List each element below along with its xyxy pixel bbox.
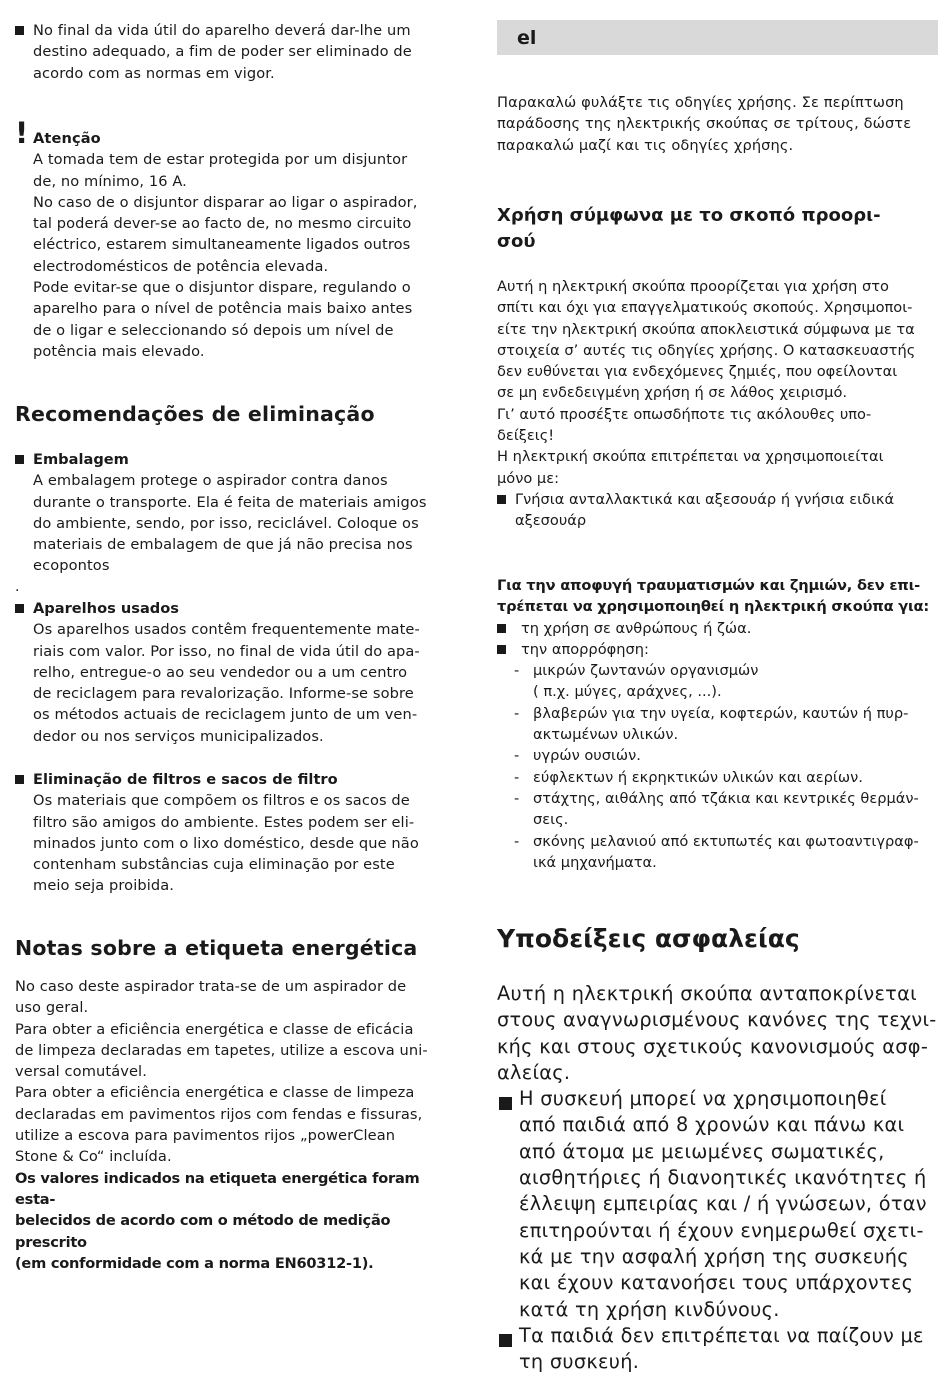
attention-block: [15, 128, 455, 362]
bullet-square-icon: [15, 455, 24, 464]
used-devices-line: Os aparelhos usados contêm frequentemente mate-: [33, 621, 420, 639]
prohibited-bullet-text: την απορρόφηση:: [521, 640, 649, 658]
stray-dot: .: [15, 579, 20, 595]
absorption-line: ακτωμένων υλικών.: [533, 726, 679, 744]
intended-use-line: Γι’ αυτό προσέξτε οπωσδήποτε τις ακόλουθες υπο-: [497, 405, 872, 423]
energy-line: Para obter a eficiência energética e classe de limpeza: [15, 1084, 415, 1102]
absorption-item: [514, 745, 937, 766]
intro-line: παρακαλώ μαζί και τις οδηγίες χρήσης.: [497, 136, 794, 154]
intended-use-line: σπίτι και όχι για επαγγελματικούς σκοπούς. Χρησιμοποι-: [497, 299, 913, 317]
safety-bullet-line: έλλειψη εμπειρίας και / ή γνώσεων, όταν: [519, 1192, 927, 1216]
used-devices-line: relho, entregue-o ao seu vendedor ou a um centro: [33, 663, 408, 681]
prohibited-heading: [497, 575, 937, 618]
safety-bullet-line: τη συσκευή.: [519, 1350, 640, 1374]
bullet-square-icon: [497, 495, 506, 504]
energy-label-heading: Notas sobre a etiqueta energética: [15, 936, 418, 960]
energy-line: declaradas em pavimentos rijos com fendas e fissuras,: [15, 1105, 423, 1123]
attention-line: A tomada tem de estar protegida por um disjuntor: [33, 151, 408, 169]
intended-use-line: δεν ευθύνεται για ενδεχόμενες ζημιές, που οφείλονται: [497, 363, 898, 381]
prohibited-heading-line: Για την αποφυγή τραυματισμών και ζημιών, δεν επι-: [497, 577, 920, 594]
energy-label-text: [15, 976, 455, 1274]
absorption-line: στάχτης, αιθάλης από τζάκια και κεντρικές θερμάν-: [533, 789, 919, 807]
warning-exclamation-icon: !: [15, 116, 29, 150]
intended-use-line: στοιχεία σ’ αυτές τις οδηγίες χρήσης. Ο κατασκευαστής: [497, 341, 916, 359]
dash-marker: -: [514, 662, 520, 680]
attention-line: potência mais elevado.: [33, 342, 205, 360]
attention-line: tal poderá dever-se ao facto de, no mesmo circuito: [33, 215, 412, 233]
packaging-line: do ambiente, sendo, por isso, reciclável. Coloque os: [33, 514, 419, 532]
energy-line: No caso deste aspirador trata-se de um aspirador de: [15, 978, 407, 995]
bullet-square-icon: [15, 26, 24, 35]
dash-marker: -: [514, 747, 520, 765]
bullet-square-icon: [499, 1097, 512, 1110]
safety-bullet-children: [497, 1086, 937, 1323]
attention-line: de o ligar e seleccionando só depois um nível de: [33, 321, 394, 339]
absorption-line: βλαβερών για την υγεία, κοφτερών, καυτών ή πυρ-: [533, 704, 909, 722]
absorption-line: ( π.χ. μύγες, αράχνες, ...).: [533, 683, 722, 701]
only-with-bullet: [497, 489, 937, 532]
absorption-line: μικρών ζωντανών οργανισμών: [533, 662, 759, 680]
filters-line: meio seja proibida.: [33, 877, 175, 895]
filters-title: [15, 769, 455, 790]
safety-bullet-line: Τα παιδιά δεν επιτρέπεται να παίζουν με: [519, 1323, 924, 1347]
language-header-bar: [497, 20, 938, 55]
attention-line: No caso de o disjuntor disparar ao ligar o aspirador,: [33, 193, 418, 211]
used-devices-line: os métodos actuais de reciclagem junto de um ven-: [33, 706, 418, 724]
bullet-square-icon: [499, 1334, 512, 1347]
bullet-square-icon: [15, 604, 24, 613]
packaging-text: [15, 470, 455, 576]
attention-line: electrodomésticos de potência elevada.: [33, 257, 329, 275]
disposal-bullet-text: No final da vida útil do aparelho deverá dar-lhe um destino adequado, a fim de poder ser eliminado de acordo com as normas em vigor.: [33, 22, 412, 82]
filters-line: contenham substâncias cuja eliminação por este: [33, 856, 395, 874]
bullet-square-icon: [497, 645, 506, 654]
language-code: el: [517, 27, 537, 49]
attention-line: aparelho para o nível de potência mais baixo antes: [33, 300, 413, 318]
filters-line: filtro são amigos do ambiente. Estes podem ser eli-: [33, 813, 415, 831]
intended-use-text: [497, 276, 937, 532]
attention-text: [15, 149, 455, 362]
dash-marker: -: [514, 832, 520, 850]
safety-bullet-line: επιτηρούνται ή έχουν ενημερωθεί σχετι-: [519, 1218, 924, 1242]
packaging-line: materiais de embalagem de que já não precisa nos: [33, 536, 413, 554]
energy-bold-line: belecidos de acordo com o método de medição prescrito: [15, 1212, 391, 1251]
recommendations-heading: Recomendações de eliminação: [15, 402, 375, 426]
safety-bullet-play: [497, 1323, 937, 1376]
filters-line: minados junto com o lixo doméstico, desde que não: [33, 834, 419, 852]
packaging-line: A embalagem protege o aspirador contra danos: [33, 472, 388, 490]
absorption-item: [514, 767, 937, 788]
energy-bold-line: Os valores indicados na etiqueta energética foram esta-: [15, 1169, 420, 1208]
intended-use-line: Η ηλεκτρική σκούπα επιτρέπεται να χρησιμοποιείται: [497, 448, 884, 466]
disposal-bullet: [15, 20, 463, 84]
attention-line: Pode evitar-se que o disjuntor dispare, regulando o: [33, 279, 411, 297]
safety-intro-line: κής και στους σχετικούς κανονισμούς ασφ-: [497, 1034, 929, 1058]
prohibited-bullet: [497, 618, 937, 639]
dash-marker: -: [514, 768, 520, 786]
safety-bullet-line: Η συσκευή μπορεί να χρησιμοποιηθεί: [519, 1087, 887, 1111]
intended-use-line: σε μη ενδεδειγμένη χρήση ή σε λάθος χειρισμό.: [497, 384, 848, 402]
used-devices-title-text: Aparelhos usados: [33, 600, 179, 617]
intended-use-line: μόνο με:: [497, 469, 560, 487]
only-with-line: αξεσουάρ: [515, 512, 587, 530]
packaging-title-text: Embalagem: [33, 451, 129, 468]
attention-title: Atenção: [33, 130, 101, 147]
filters-text: [15, 790, 455, 896]
packaging-line: ecopontos: [33, 557, 110, 575]
intended-use-heading: [497, 203, 937, 255]
safety-intro-line: αλείας.: [497, 1060, 571, 1084]
intro-text: [497, 92, 937, 156]
filters-title-text: Eliminação de filtros e sacos de filtro: [33, 771, 338, 788]
energy-line: Para obter a eficiência energética e classe de eficácia: [15, 1020, 414, 1038]
bullet-square-icon: [15, 775, 24, 784]
safety-bullet-line: κατά τη χρήση κινδύνους.: [519, 1297, 780, 1321]
packaging-section: [15, 449, 455, 577]
absorption-line: σεις.: [533, 811, 569, 829]
bullet-square-icon: [497, 624, 506, 633]
safety-intro-line: Αυτή η ηλεκτρική σκούπα ανταποκρίνεται: [497, 982, 917, 1005]
used-devices-line: de reciclagem para revalorização. Informe-se sobre: [33, 685, 414, 703]
safety-bullet-line: αισθητήριες ή διανοητικές ικανότητες ή: [519, 1166, 927, 1190]
intended-use-line: δείξεις!: [497, 427, 555, 445]
energy-line: de limpeza declaradas em tapetes, utilize a escova uni-: [15, 1041, 428, 1059]
safety-intro: [497, 981, 937, 1086]
safety-bullet-line: από παιδιά από 8 χρονών και πάνω και: [519, 1113, 905, 1137]
absorption-item: [514, 703, 937, 746]
absorption-item: [514, 831, 937, 874]
attention-line: eléctrico, estarem simultaneamente ligados outros: [33, 236, 411, 254]
used-devices-title: [15, 598, 455, 619]
only-with-line: Γνήσια ανταλλακτικά και αξεσουάρ ή γνήσια ειδικά: [515, 490, 895, 508]
safety-bullet-line: και έχουν κατανοήσει τους υπάρχοντες: [519, 1271, 914, 1295]
safety-intro-line: στους αναγνωρισμένους κανόνες της τεχνι-: [497, 1008, 937, 1032]
absorption-list: [497, 660, 937, 873]
intro-line: Παρακαλώ φυλάξτε τις οδηγίες χρήσης. Σε περίπτωση: [497, 94, 904, 111]
intended-use-line: Αυτή η ηλεκτρική σκούπα προορίζεται για χρήση στο: [497, 278, 889, 295]
absorption-item: [514, 788, 937, 831]
prohibited-heading-line: τρέπεται να χρησιμοποιηθεί η ηλεκτρική σκούπα για:: [497, 598, 929, 616]
prohibited-bullet: [497, 639, 937, 660]
intended-use-heading-line: σού: [497, 231, 536, 252]
used-devices-line: dedor ou nos serviços municipalizados.: [33, 727, 324, 745]
energy-bold-text: [15, 1168, 455, 1274]
attention-line: de, no mínimo, 16 A.: [33, 172, 187, 190]
safety-heading: Υποδείξεις ασφαλείας: [497, 924, 800, 953]
used-devices-section: [15, 598, 455, 747]
filters-section: [15, 769, 455, 897]
energy-line: versal comutável.: [15, 1063, 147, 1081]
absorption-line: ικά μηχανήματα.: [533, 853, 657, 871]
intended-use-heading-line: Χρήση σύμφωνα με το σκοπό προορι-: [497, 205, 881, 226]
energy-line: uso geral.: [15, 999, 89, 1017]
absorption-item: [514, 660, 937, 703]
absorption-line: σκόνης μελανιού από εκτυπωτές και φωτοαντιγραφ-: [533, 832, 919, 850]
safety-bullet-line: κά με την ασφαλή χρήση της συσκευής: [519, 1244, 909, 1268]
absorption-line: εύφλεκτων ή εκρηκτικών υλικών και αερίων.: [533, 768, 863, 786]
packaging-title: [15, 449, 455, 470]
dash-marker: -: [514, 789, 520, 807]
intended-use-line: είτε την ηλεκτρική σκούπα αποκλειστικά σύμφωνα με τα: [497, 320, 915, 338]
prohibited-section: [497, 575, 937, 873]
absorption-line: υγρών ουσιών.: [533, 747, 641, 765]
energy-line: Stone & Co“ incluída.: [15, 1148, 172, 1166]
used-devices-text: [15, 619, 455, 747]
intro-line: παράδοσης της ηλεκτρικής σκούπας σε τρίτους, δώστε: [497, 115, 912, 133]
energy-line: utilize a escova para pavimentos rijos „powerClean: [15, 1127, 396, 1145]
prohibited-bullet-text: τη χρήση σε ανθρώπους ή ζώα.: [521, 619, 752, 637]
safety-bullet-line: από άτομα με μειωμένες σωματικές,: [519, 1139, 885, 1163]
used-devices-line: riais com valor. Por isso, no final de vida útil do apa-: [33, 642, 420, 660]
packaging-line: durante o transporte. Ela é feita de materiais amigos: [33, 493, 427, 511]
energy-bold-line: (em conformidade com a norma EN60312-1).: [15, 1254, 374, 1272]
filters-line: Os materiais que compõem os filtros e os sacos de: [33, 792, 410, 810]
dash-marker: -: [514, 704, 520, 722]
safety-section: [497, 981, 937, 1375]
